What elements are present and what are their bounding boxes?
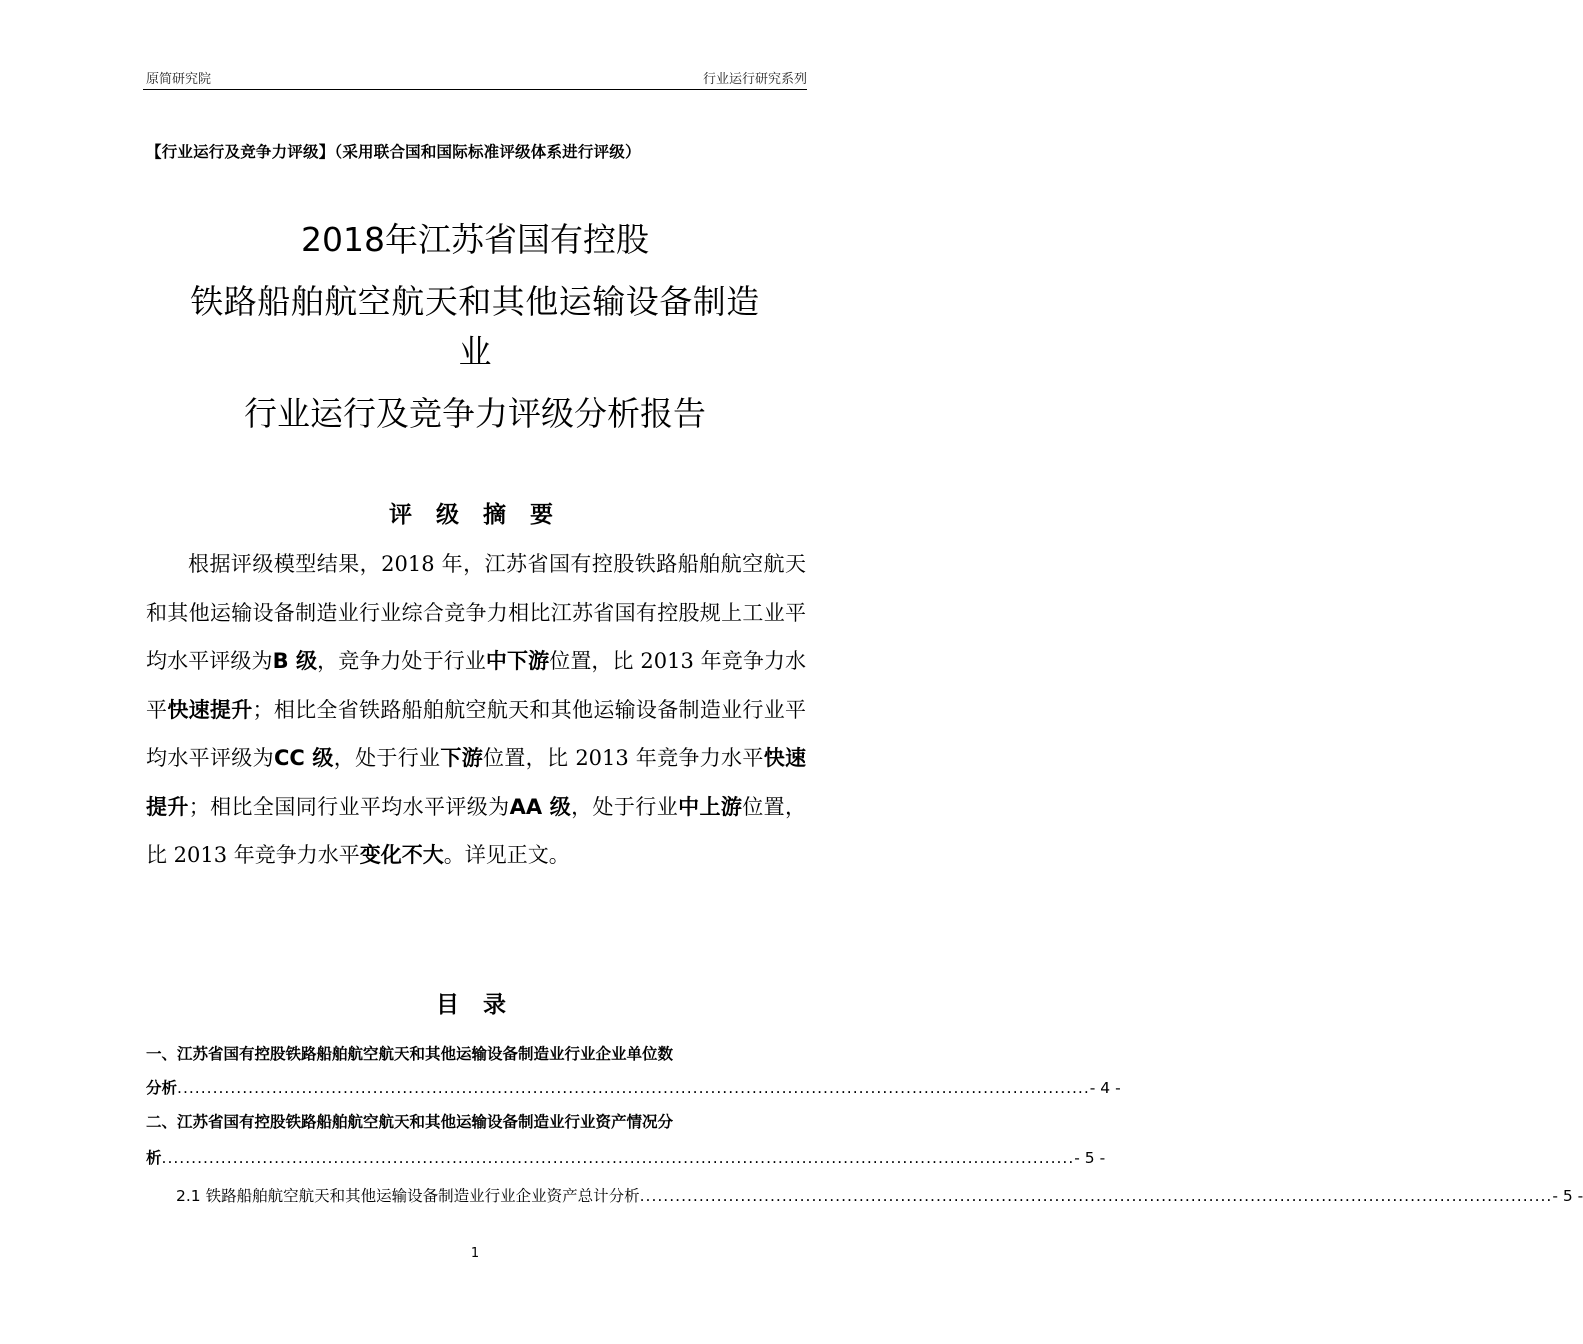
report-tagline: 【行业运行及竞争力评级】（采用联合国和国际标准评级体系进行评级） (146, 143, 641, 161)
toc-item-1-line2[interactable] (146, 1076, 1121, 1098)
title-line-2: 铁路船舶航空航天和其他运输设备制造 (190, 282, 760, 321)
header-divider (143, 89, 807, 90)
title-line-4: 行业运行及竞争力评级分析报告 (244, 394, 706, 433)
toc-leader-dots: .......................................................................................................................................................... (639, 1187, 1553, 1205)
toc-page-number: - 4 - (1089, 1079, 1121, 1097)
toc-item-2-line2[interactable] (146, 1146, 1106, 1168)
toc-item-2-1[interactable] (176, 1184, 1583, 1206)
title-line-1: 2018年江苏省国有控股 (301, 220, 649, 259)
toc-item-text: 2.1 铁路船舶航空航天和其他运输设备制造业行业企业资产总计分析 (176, 1187, 640, 1205)
header-right: 行业运行研究系列 (702, 72, 807, 87)
summary-paragraph: 根据评级模型结果，2018 年，江苏省国有控股铁路船舶航空航天和其他运输设备制造业行业综合竞争力相比江苏省国有控股规上工业平均水平评级为B 级，竞争力处于行业中下游位置，比 2013 年竞争力水平快速提升；相比全省铁路船舶航空航天和其他运输设备制造业行业平均水平评级为CC 级，处于行业下游位置，比 2013 年竞争力水平快速提升；相比全国同行业平均水平评级为AA 级，处于行业中上游位置，比 2013 年竞争力水平变化不大。详见正文。 (146, 552, 807, 867)
header-left: 原简研究院 (146, 72, 212, 87)
toc-heading: 目 录 (435, 992, 514, 1018)
toc-leader-dots: .......................................................................................................................................................... (177, 1079, 1090, 1097)
title-line-3: 业 (458, 332, 492, 371)
toc-item-text: 析 (146, 1149, 162, 1167)
toc-page-number: - 5 - (1074, 1149, 1106, 1167)
toc-item-2-line1[interactable]: 二、江苏省国有控股铁路船舶航空航天和其他运输设备制造业行业资产情况分 (146, 1113, 674, 1131)
summary-heading: 评 级 摘 要 (388, 502, 562, 528)
toc-page-number: - 5 - (1552, 1187, 1583, 1205)
toc-leader-dots: .......................................................................................................................................................... (161, 1149, 1075, 1167)
page-number: 1 (470, 1246, 480, 1261)
toc-item-1-line1[interactable]: 一、江苏省国有控股铁路船舶航空航天和其他运输设备制造业行业企业单位数 (146, 1045, 674, 1063)
toc-item-text: 分析 (146, 1079, 178, 1097)
